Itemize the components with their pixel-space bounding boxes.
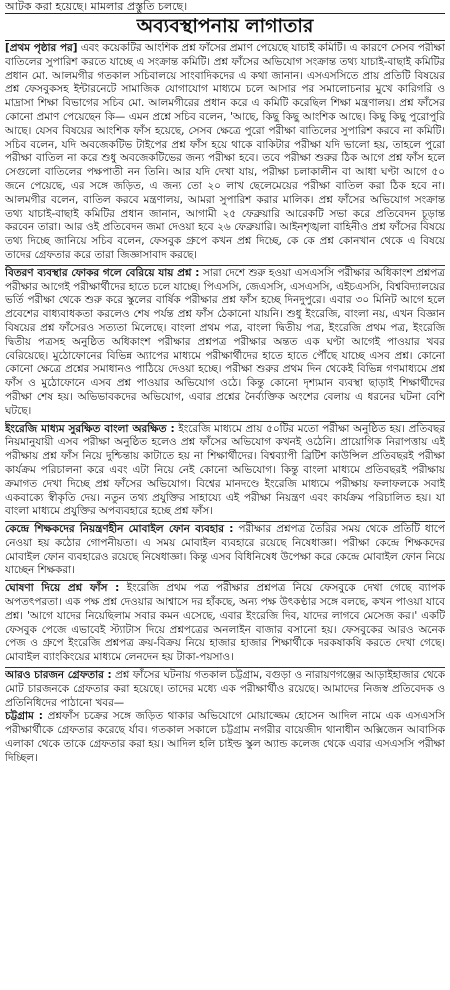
section-text: পরীক্ষার প্রশ্নপত্র তৈরির সময় থেকে প্রতিটি ধাপে নেওয়া হয় কঠোর গোপনীয়তা। এ সময় মোবাইল ব্যবহারে রয়েছে নিষেধাজ্ঞা। পরীক্ষা কেন্দ্রে শিক্ষকদের মোবাইল ফোন ব্যবহারেও রয়েছে নিষেধাজ্ঞা। কিন্তু এসব বিধিনিষেধ উপেক্ষা করে কেন্দ্রে মোবাইল ফোন নিয়ে যাচ্ছেন শিক্ষকরা। <box>5 523 445 577</box>
article-section <box>5 669 445 710</box>
section-divider <box>5 667 445 668</box>
section-heading: [প্রথম পৃষ্ঠার পর] <box>5 42 78 54</box>
section-text: ইংরেজি মাধ্যমে প্রায় ৫০টির মতো পরীক্ষা অনুষ্ঠিত হয়। প্রতিবছর নিয়মানুযায়ী এসব পরীক্ষা অনুষ্ঠিত হলেও প্রশ্ন ফাঁসের অভিযোগ কখনই ওঠেনি। প্রায়োগিক নিরাপত্তায় এই পরীক্ষায় প্রশ্ন ফাঁস নিয়ে দুশ্চিন্তায় কাটাতে হয় না শিক্ষার্থীদের। বিশ্বব্যাপী ব্রিটিশ কাউন্সিল প্রতিবছরই পরীক্ষা কার্যক্রম পরিচালনা করে এবং এটা নিয়ে নেই কোনো অভিযোগ। কিন্তু বাংলা মাধ্যমে প্রতিবছরই পরীক্ষায় ক্রমাগত দেখা দিচ্ছে প্রশ্ন ফাঁসের অভিযোগ। বিশ্বের মানদণ্ডে ইংরেজি মাধ্যমে পরীক্ষায় ফলাফলকে সবাই একবাক্যে স্বীকৃতি দেয়। নতুন তথ্য প্রযুক্তির সাহায্যে এই পরীক্ষা নিয়ন্ত্রণ এবং কার্যক্রম পরিচালিত হয়। যা বাংলা মাধ্যমে প্রযুক্তির অপব্যবহারে হচ্ছে প্রশ্ন ফাঁস। <box>5 422 445 518</box>
section-text: প্রশ্ন ফাঁসের ঘটনায় গতকাল চট্টগ্রাম, বগুড়া ও নারায়ণগঞ্জের আড়াইহাজার থেকে মোট চারজনকে গ্রেফতার করা হয়েছে। তাদের মধ্যে এক পরীক্ষার্থীও রয়েছে। আমাদের নিজস্ব প্রতিবেদক ও প্রতিনিধিদের পাঠানো খবর— <box>5 669 445 709</box>
article-body <box>5 42 445 986</box>
section-divider <box>5 521 445 522</box>
section-text: এবং কয়েকটির আংশিক প্রশ্ন ফাঁসের প্রমাণ পেয়েছে যাচাই কমিটি। এ কারণে সেসব পরীক্ষা বাতিলের সুপারিশ করতে যাচ্ছে এ সংক্রান্ত কমিটি। প্রশ্ন ফাঁসের অভিযোগ সংক্রান্ত তথ্য যাচাই-বাছাই কমিটির প্রধান মো. আলমগীর গতকাল সচিবালয়ে সাংবাদিকদের এ কথা জানান। এসএসসিতে প্রায় প্রতিটি বিষয়ের প্রশ্ন ফেসবুকসহ ইন্টারনেটে সামাজিক যোগাযোগ মাধ্যমে চলে আসার পর সমালোচনার মুখে কারিগরি ও মাদ্রাসা শিক্ষা বিভাগের সচিব মো. আলমগীরের প্রধান করে এ কমিটি করেছিল শিক্ষা মন্ত্রণালয়। প্রশ্ন ফাঁসের কোনো প্রমাণ পেয়েছেন কি— এমন প্রশ্নে সচিব বলেন, 'আছে, কিছু কিছু আংশিক আছে। কিছু কিছু পুরোপুরি আছে। যেসব বিষয়ের আংশিক ফাঁস হয়েছে, সেসব ক্ষেত্রে পুরো পরীক্ষা বাতিলের সুপারিশ করবে না কমিটি। সচিব বলেন, যদি অবজেকটিভ টাইপের প্রশ্ন ফাঁস হয়ে থাকে বাকিটার পরীক্ষা যদি ভালো হয়, তাহলে পুরো পরীক্ষা বাতিল না করে শুধু অবজেকটিভের জন্য পরীক্ষা হবে। তবে পরীক্ষা শুরুর ঠিক আগে প্রশ্ন ফাঁস হলে সেগুলো বাতিলের পক্ষপাতী নন তিনি। আর যদি দেখা যায়, পরীক্ষা চলাকালীন বা আধা ঘণ্টা আগে ৫০ জনে পেয়েছে, এর সঙ্গে জড়িত, এ জন্য তো ২০ লাখ ছেলেমেয়ের পরীক্ষা বাতিল করা ঠিক হবে না। আলমগীর বলেন, বাতিল করবে মন্ত্রণালয়, আমরা সুপারিশ করার মালিক। প্রশ্ন ফাঁসের অভিযোগ সংক্রান্ত তথ্য যাচাই-বাছাই কমিটির প্রধান জানান, আগামী ২৫ ফেব্রুয়ারি আরেকটি সভা করে প্রতিবেদন চূড়ান্ত করবেন তারা। আর ওই প্রতিবেদন জমা দেওয়া হবে ২৬ ফেব্রুয়ারি। আইনশৃঙ্খলা বাহিনীও প্রশ্ন ফাঁসের বিষয়ে তথ্য দিচ্ছে জানিয়ে সচিব বলেন, ফেসবুক গ্রুপে কখন প্রশ্ন দিচ্ছে, কে কে প্রশ্ন কোনখান থেকে এ বিষয়ে তাদের গ্রেফতার করে তারা জিজ্ঞাসাবাদ করছে। <box>5 42 445 261</box>
section-heading: বিতরণ ব্যবস্থার ফোকর গলে বেরিয়ে যায় প্রশ্ন : <box>5 266 200 279</box>
article-section <box>5 423 445 520</box>
section-divider <box>5 421 445 422</box>
section-text: ইংরেজি প্রথম পত্র পরীক্ষার প্রশ্নপত্র নিয়ে ফেসবুকে দেখা গেছে ব্যাপক অপতৎপরতা। এক পক্ষ প্রশ্ন দেওয়ার আশ্বাসে দর হাঁকছে, অন্য পক্ষ উৎকণ্ঠার সঙ্গে বলছে, কখন পাওয়া যাবে প্রশ্ন। 'আগে যাদের নিয়েছিলাম সবার কমন এসেছে, এবার ইংরেজি দিব, যাদের লাগবে মেসেজ কর।' একটি ফেসবুক পেজে এভাবেই স্ট্যাটাস দিয়ে প্রশ্নপত্রের অনলাইন বাজার বসানো হয়। ফেসবুকের আরও অনেক পেজ ও গ্রুপে ইংরেজি প্রশ্নপত্র ক্রয়-বিক্রয় নিয়ে হাজার হাজার শিক্ষার্থীকে দরকষাকষি করতে দেখা গেছে। মোবাইল ব্যাংকিংয়ের মাধ্যমে লেনদেন হয় টাকা-পয়সাও। <box>5 582 445 664</box>
article-headline: অব্যবস্থাপনায় লাগাতার <box>136 15 314 37</box>
article-section <box>5 42 445 263</box>
section-text: সারা দেশে শুরু হওয়া এসএসসি পরীক্ষার অধিকাংশ প্রশ্নপত্র পরীক্ষার আগেই পরীক্ষার্থীদের হাতে চলে যাচ্ছে। পিএসসি, জেএসসি, এসএসসি, এইচএসসি, বিশ্ববিদ্যালয়ের ভর্তি পরীক্ষা থেকে শুরু করে স্কুলের বার্ষিক পরীক্ষার প্রশ্ন ফাঁস হচ্ছে দিনদুপুরে। এবার ৩০ মিনিট আগে হলে প্রবেশের বাধ্যবাধকতা করলেও শেষ পর্যন্ত প্রশ্ন ফাঁস ঠেকানো যায়নি। শুধু ইংরেজি, বাংলা নয়, এখন বিজ্ঞান বিষয়ের প্রশ্ন ফাঁসেরও সত্যতা মিলেছে। বাংলা প্রথম পত্র, বাংলা দ্বিতীয় পত্র, ইংরেজি প্রথম পত্র, ইংরেজি দ্বিতীয় পত্রসহ অনুষ্ঠিত অধিকাংশ পরীক্ষার প্রশ্নপত্র পরীক্ষার অন্তত এক ঘণ্টা আগেই পাওয়ার খবর বেরিয়েছে। মুঠোফোনের বিভিন্ন অ্যাপের মাধ্যমে পরীক্ষার্থীদের হাতে হাতে পৌঁছে যাচ্ছে এসব প্রশ্ন। কোনো কোনো ক্ষেত্রে প্রশ্নের সমাধানও পাঠিয়ে দেওয়া হচ্ছে। পরীক্ষা শুরুর প্রথম দিন থেকেই বিভিন্ন গণমাধ্যমে প্রশ্ন ফাঁস ও মুঠোফোনে এসব প্রশ্ন পাওয়ার অভিযোগ ওঠে। কিন্তু কোনো দৃশ্যমান ব্যবস্থা ছাড়াই শিক্ষার্থীদের পরীক্ষা শেষ হয়। অভিভাবকদের অভিযোগ, এবার প্রশ্নের নৈর্ব্যক্তিক অংশের বেলায় এ ধরনের ঘটনা বেশি ঘটছে। <box>5 266 445 417</box>
article-section <box>5 710 445 765</box>
section-heading: আরও চারজন গ্রেফতার : <box>5 669 112 682</box>
section-divider <box>5 265 445 266</box>
section-heading: কেন্দ্রে শিক্ষকদের নিয়ন্ত্রণহীন মোবাইল ফোন ব্যবহার : <box>5 523 234 536</box>
article-section <box>5 582 445 665</box>
headline-rule <box>5 40 445 41</box>
previous-column-tail: আটক করা হয়েছে। মামলার প্রস্তুতি চলছে। <box>5 0 188 13</box>
article-section <box>5 523 445 578</box>
section-heading: ঘোষণা দিয়ে প্রশ্ন ফাঁস : <box>5 582 120 595</box>
section-heading: চট্টগ্রাম : <box>5 710 43 723</box>
section-text: প্রশ্নফাঁস চক্রের সঙ্গে জড়িত থাকার অভিযোগে মোয়াজ্জেম হোসেন আদিল নামে এক এসএসসি পরীক্ষার্থীকে গ্রেফতার করেছে র্যাব। গতকাল সকালে চট্টগ্রাম নগরীর বায়েজীদ থানাধীন অক্সিজেন আবাসিক এলাকা থেকে তাকে গ্রেফতার করা হয়। আদিল হলি চাইল্ড স্কুল অ্যান্ড কলেজ থেকে এবার এসএসসি পরীক্ষা দিচ্ছিল। <box>5 710 445 764</box>
section-heading: ইংরেজি মাধ্যম সুরক্ষিত বাংলা অরক্ষিত : <box>5 422 175 435</box>
article-section <box>5 267 445 419</box>
